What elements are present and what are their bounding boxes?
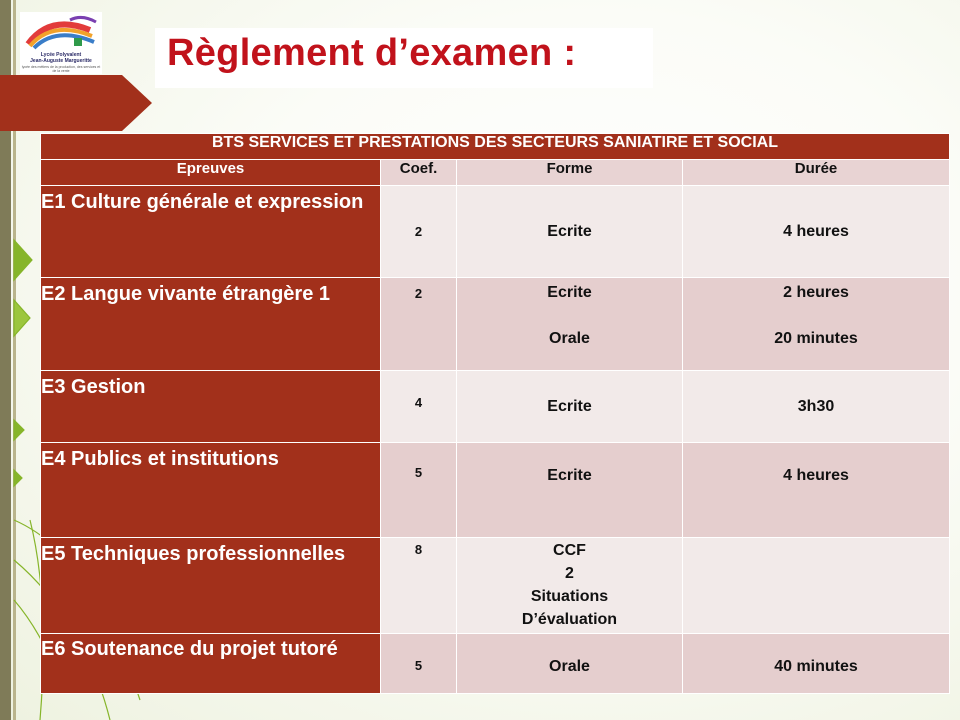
forme-value: D’évaluation [521, 611, 618, 628]
logo-line3: lycée des métiers de la production, des services et de la vente [21, 65, 101, 73]
header-coef: Coef. [381, 160, 457, 186]
epreuve-name: E4 Publics et institutions [41, 443, 381, 538]
coef-value [381, 634, 457, 694]
header-epreuves: Epreuves [41, 160, 381, 186]
duree-value: 20 minutes [774, 330, 858, 347]
header-duree: Durée [683, 160, 950, 186]
table-row [41, 186, 950, 278]
epreuve-name: E1 Culture générale et expression [41, 186, 381, 278]
logo-emblem-icon [20, 12, 102, 52]
coef-value [381, 538, 457, 634]
school-logo [20, 12, 102, 74]
forme-cell [457, 538, 683, 634]
forme-value: Orale [549, 330, 590, 347]
coef-value [381, 278, 457, 371]
forme-value: Ecrite [457, 371, 683, 443]
table-row [41, 634, 950, 694]
table-caption: BTS SERVICES ET PRESTATIONS DES SECTEURS SANIATIRE ET SOCIAL [41, 134, 950, 160]
forme-value: Ecrite [547, 284, 592, 301]
forme-cell [457, 278, 683, 371]
duree-cell-empty [683, 538, 950, 634]
duree-value: 4 heures [783, 467, 849, 484]
coef-value: 2 [381, 186, 457, 278]
duree-cell [683, 634, 950, 694]
duree-cell [683, 278, 950, 371]
epreuve-name: E2 Langue vivante étrangère 1 [41, 278, 381, 371]
forme-value: Orale [549, 658, 590, 675]
table-row [41, 278, 950, 371]
coef-value-text: 8 [414, 542, 423, 557]
forme-value: Ecrite [457, 186, 683, 278]
forme-value: 2 [565, 565, 574, 582]
duree-value: 40 minutes [774, 658, 858, 675]
forme-value: Ecrite [547, 467, 592, 484]
title-box [155, 28, 653, 88]
forme-cell [457, 443, 683, 538]
forme-cell [457, 634, 683, 694]
coef-value-text: 5 [414, 465, 423, 480]
coef-value-text: 5 [414, 658, 423, 673]
table-caption-row [41, 134, 950, 160]
epreuve-name: E5 Techniques professionnelles [41, 538, 381, 634]
epreuve-name: E6 Soutenance du projet tutoré [41, 634, 381, 694]
table-header-row [41, 160, 950, 186]
logo-line2: Jean-Auguste Margueritte [30, 58, 92, 64]
duree-cell [683, 443, 950, 538]
exam-table [40, 133, 950, 694]
duree-value: 2 heures [783, 284, 849, 301]
coef-value [381, 371, 457, 443]
arrow-banner-shape [0, 75, 152, 131]
coef-value-text: 4 [414, 395, 423, 410]
table-row [41, 371, 950, 443]
forme-value: Situations [530, 588, 609, 605]
header-forme: Forme [457, 160, 683, 186]
coef-value [381, 443, 457, 538]
epreuve-name: E3 Gestion [41, 371, 381, 443]
forme-value: CCF [553, 542, 586, 559]
table-row [41, 538, 950, 634]
coef-value-text: 2 [414, 286, 423, 301]
logo-line1: Lycée Polyvalent [40, 52, 82, 58]
duree-value: 4 heures [683, 186, 950, 278]
duree-value: 3h30 [683, 371, 950, 443]
slide-title: Règlement d’examen : [167, 32, 577, 74]
table-row [41, 443, 950, 538]
